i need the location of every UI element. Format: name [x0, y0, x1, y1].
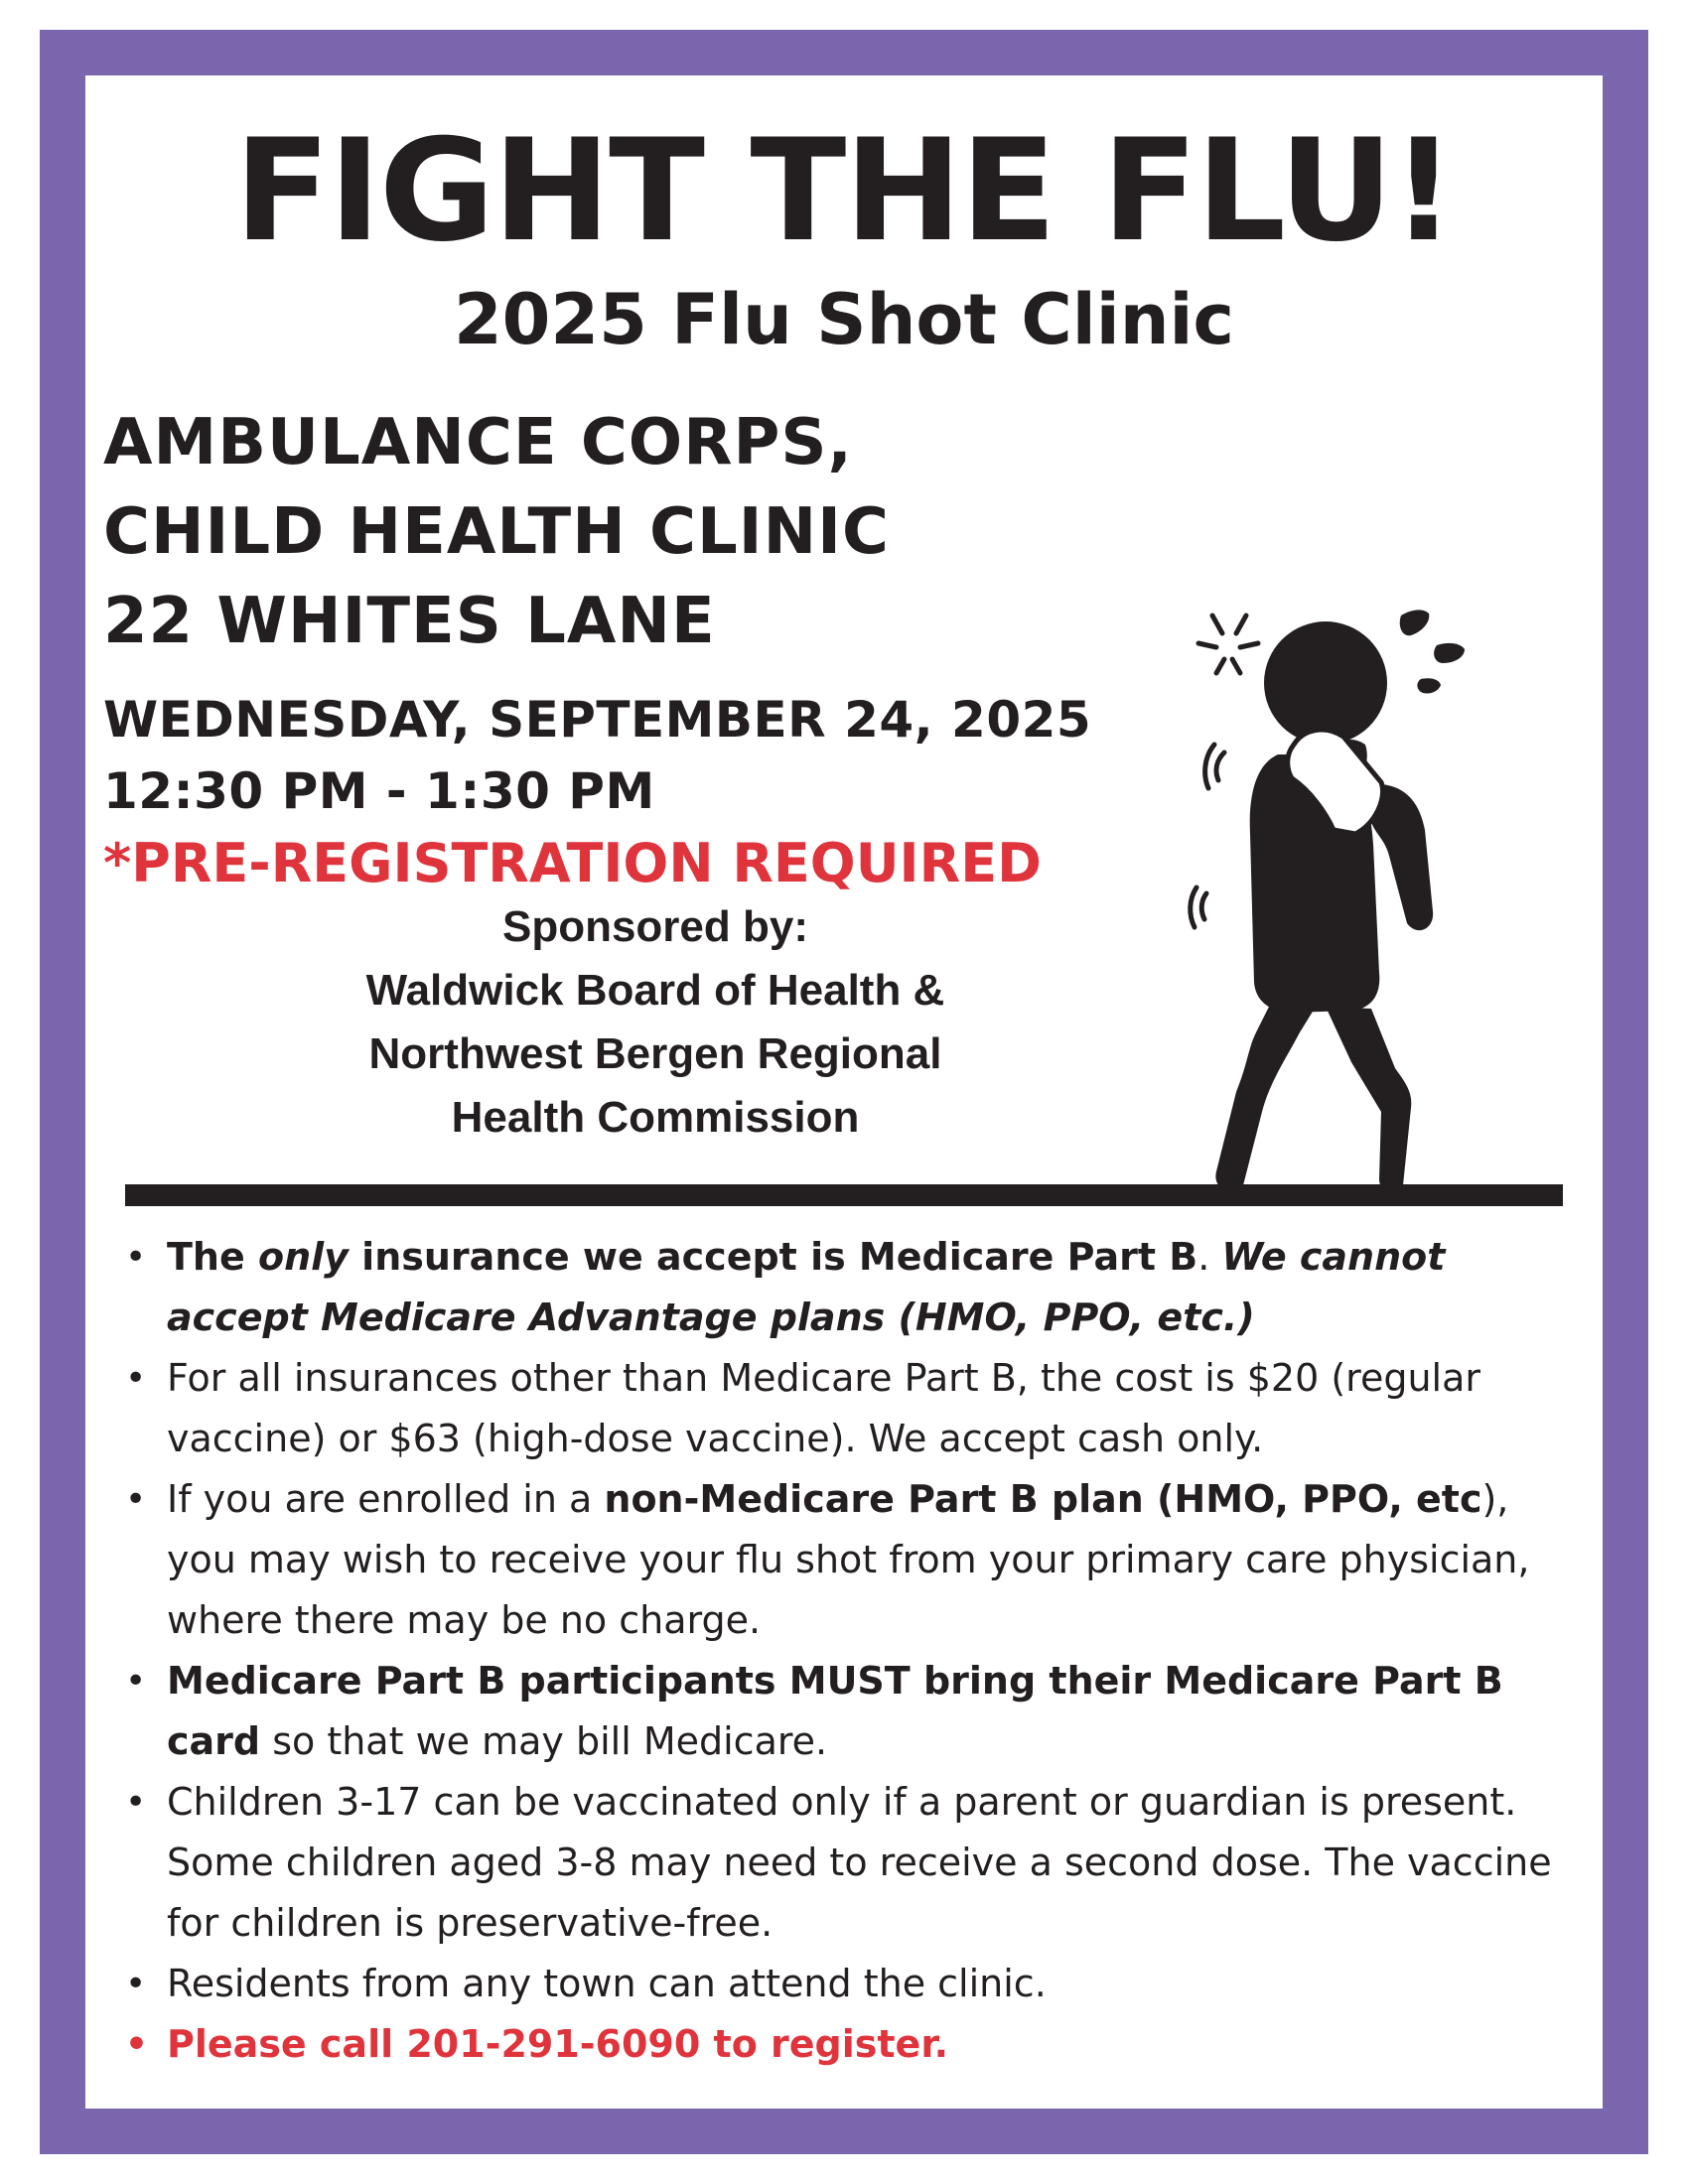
info-item-3-text-a: If you are enrolled in a [167, 1477, 605, 1521]
sponsor-line-3: Health Commission [451, 1093, 860, 1142]
info-item-non-medicare [117, 1469, 1587, 1651]
info-item-4-text: so that we may bill Medicare. [260, 1719, 828, 1763]
sneezing-person-icon [1177, 596, 1504, 1191]
info-item-residents: • Residents from any town can attend the clinic. [117, 1954, 1587, 2014]
clinic-date: WEDNESDAY, SEPTEMBER 24, 2025 [103, 691, 1092, 749]
info-item-register-call: • Please call 201-291-6090 to register. [117, 2014, 1587, 2075]
flyer-subtitle: 2025 Flu Shot Clinic [453, 279, 1235, 360]
info-item-cost: • For all insurances other than Medicare Part B, the cost is $20 (regular vaccine) or $63 (high-dose vaccine). We accept cash only. [117, 1348, 1587, 1469]
sponsor-line-1: Waldwick Board of Health & [365, 966, 945, 1015]
preregistration-notice: *PRE-REGISTRATION REQUIRED [103, 832, 1042, 894]
info-item-3-text-b: ), you may wish to receive your flu shot from your primary care physician, where there may be no charge. [167, 1477, 1530, 1642]
section-divider [125, 1184, 1563, 1206]
info-item-4-emphasis: Medicare Part B participants MUST bring their Medicare Part B card [167, 1659, 1503, 1763]
info-item-1-text-a: The [167, 1235, 258, 1279]
flyer-title: FIGHT THE FLU! [233, 109, 1455, 273]
info-item-1-punct: . [1197, 1235, 1222, 1279]
info-item-children: • Children 3-17 can be vaccinated only if a parent or guardian is present. Some children aged 3-8 may need to receive a second dose. The vaccine for children is preservative-free. [117, 1772, 1587, 1954]
venue-address: 22 WHITES LANE [103, 585, 716, 658]
info-item-3-emphasis: non-Medicare Part B plan (HMO, PPO, etc [604, 1477, 1482, 1521]
info-item-1-text-b: insurance we accept is Medicare Part B [348, 1235, 1198, 1279]
info-list [117, 1227, 1587, 2075]
info-item-insurance [117, 1227, 1587, 1348]
venue-line-1: AMBULANCE CORPS, [103, 406, 853, 479]
sponsor-line-2: Northwest Bergen Regional [368, 1029, 942, 1078]
clinic-time: 12:30 PM - 1:30 PM [103, 762, 655, 820]
venue-line-2: CHILD HEALTH CLINIC [103, 495, 890, 569]
info-item-medicare-card [117, 1651, 1587, 1772]
sponsor-label: Sponsored by: [501, 902, 809, 951]
info-item-1-warning: We cannot accept Medicare Advantage plans (HMO, PPO, etc.) [167, 1235, 1446, 1339]
info-item-1-emphasis: only [257, 1235, 349, 1279]
